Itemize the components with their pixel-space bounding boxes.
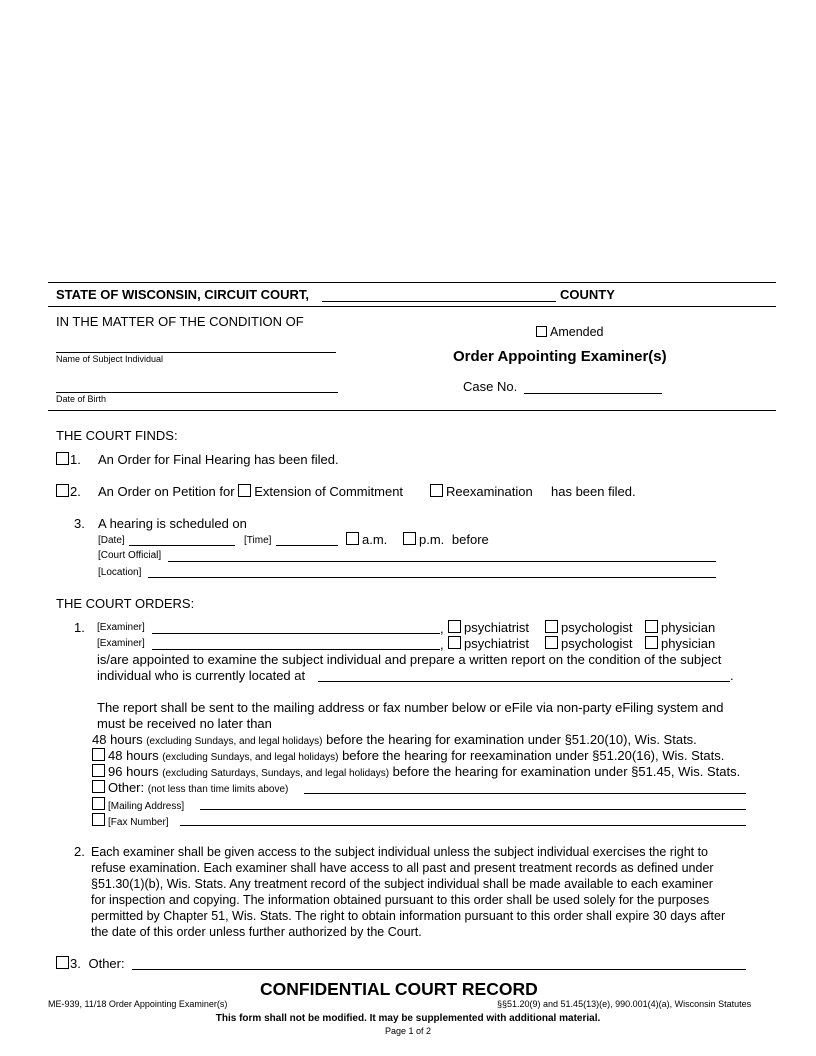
header-bottom-rule — [48, 410, 776, 411]
order-1-number: 1. — [74, 620, 85, 635]
examiner-1-label: [Examiner] — [97, 622, 145, 633]
examiner-2-label: [Examiner] — [97, 638, 145, 649]
subject-name-field[interactable] — [56, 352, 336, 353]
time-field[interactable] — [276, 545, 338, 546]
deadline-option-2 — [92, 748, 724, 763]
order-2-text — [91, 844, 781, 940]
examiner-1-psychiatrist — [448, 620, 529, 635]
mailing-checkbox[interactable] — [92, 797, 105, 810]
extension-label: Extension of Commitment — [254, 484, 404, 499]
case-no-label: Case No. — [463, 379, 518, 394]
appointed-line-1: is/are appointed to examine the subject individual and prepare a written report on the condition of the subject — [97, 652, 722, 667]
fax-option — [92, 813, 169, 828]
mailing-address-field[interactable] — [200, 809, 746, 810]
order-3-number: 3. — [70, 956, 81, 971]
examiner-1-comma: , — [440, 621, 444, 636]
amended-checkbox[interactable] — [536, 326, 547, 337]
examiner-1-psychologist — [545, 620, 633, 635]
examiner-2-psychiatrist-checkbox[interactable] — [448, 636, 461, 649]
am-checkbox[interactable] — [346, 532, 359, 545]
dob-field[interactable] — [56, 392, 338, 393]
report-line-1: The report shall be sent to the mailing address or fax number below or eFile via non-party eFiling system and — [97, 700, 724, 715]
psychiatrist-label: psychiatrist — [464, 620, 530, 635]
finding-2-pre: An Order on Petition for — [98, 484, 235, 499]
statute-reference: §§51.20(9) and 51.45(13)(e), 990.001(4)(a), Wisconsin Statutes — [497, 999, 752, 1009]
appointed-period: . — [730, 668, 734, 683]
court-official-field[interactable] — [168, 561, 716, 562]
physician-label: physician — [661, 636, 716, 651]
reexamination-option — [430, 484, 533, 499]
order-2-line: Each examiner shall be given access to the subject individual unless the subject individual exercises the right to — [91, 845, 709, 859]
examiner-2-psychologist-checkbox[interactable] — [545, 636, 558, 649]
pm-checkbox[interactable] — [403, 532, 416, 545]
examiner-2-comma: , — [440, 637, 444, 652]
subject-name-label: Name of Subject Individual — [56, 354, 164, 364]
finding-1 — [56, 452, 81, 467]
finding-1-checkbox[interactable] — [56, 452, 69, 465]
report-line-2: must be received no later than — [97, 716, 272, 731]
modification-notice: This form shall not be modified. It may be supplemented with additional material. — [215, 1013, 601, 1024]
finding-2-number: 2. — [70, 484, 81, 499]
deadline-option-2-checkbox[interactable] — [92, 748, 105, 761]
matter-label: IN THE MATTER OF THE CONDITION OF — [56, 314, 304, 329]
current-location-field[interactable] — [318, 681, 730, 682]
form-title: Order Appointing Examiner(s) — [453, 348, 667, 365]
fax-number-field[interactable] — [180, 825, 746, 826]
finding-1-number: 1. — [70, 452, 81, 467]
date-field[interactable] — [129, 545, 235, 546]
finding-2-text — [98, 484, 403, 499]
finding-2-checkbox[interactable] — [56, 484, 69, 497]
order-3-checkbox[interactable] — [56, 956, 69, 969]
finding-2 — [56, 484, 81, 499]
other-label: Other: — [108, 780, 145, 795]
order-2-line: refuse examination. Each examiner shall have access to all past and present treatment records as defined under — [91, 861, 714, 875]
county-field[interactable] — [322, 301, 556, 302]
amended-option[interactable] — [536, 325, 604, 339]
reexamination-label: Reexamination — [446, 484, 533, 499]
appointed-line-2: individual who is currently located at — [97, 668, 306, 683]
examiner-2-physician — [645, 636, 715, 651]
am-label: a.m. — [362, 532, 388, 547]
order-2-line: the date of this order unless further authorized by the Court. — [91, 925, 422, 939]
header-top-rule — [48, 282, 776, 283]
fax-checkbox[interactable] — [92, 813, 105, 826]
examiner-1-physician — [645, 620, 715, 635]
physician-label: physician — [661, 620, 716, 635]
state-court-label: STATE OF WISCONSIN, CIRCUIT COURT, — [56, 287, 310, 302]
confidential-banner: CONFIDENTIAL COURT RECORD — [260, 979, 538, 999]
extension-checkbox[interactable] — [238, 484, 251, 497]
examiner-1-psychiatrist-checkbox[interactable] — [448, 620, 461, 633]
pm-option — [403, 532, 489, 547]
psychologist-label: psychologist — [561, 636, 633, 651]
case-no-field[interactable] — [524, 393, 662, 394]
mailing-option — [92, 797, 184, 812]
order-3 — [56, 956, 125, 971]
date-label: [Date] — [98, 535, 125, 546]
finding-2-post: has been filed. — [551, 484, 636, 499]
header-caption-rule — [48, 306, 776, 307]
examiner-1-physician-checkbox[interactable] — [645, 620, 658, 633]
order-3-label: Other: — [88, 956, 125, 971]
amended-label: Amended — [550, 325, 604, 339]
location-field[interactable] — [148, 577, 716, 578]
opt1-exclusions: (excluding Sundays, and legal holidays) — [146, 736, 323, 747]
court-finds-heading: THE COURT FINDS: — [56, 428, 178, 443]
form-id: ME-939, 11/18 Order Appointing Examiner(s) — [48, 999, 228, 1009]
deadline-other-checkbox[interactable] — [92, 780, 105, 793]
opt1-statute: before the hearing for examination under §51.20(10), Wis. Stats. — [326, 732, 697, 747]
opt3-hours: 96 hours — [108, 764, 159, 779]
court-official-label: [Court Official] — [98, 550, 162, 561]
order-2-line: §51.30(1)(b), Wis. Stats. Any treatment record of the subject individual shall be made available to each examiner — [91, 877, 713, 891]
mailing-label: [Mailing Address] — [108, 801, 185, 812]
location-label: [Location] — [98, 567, 142, 578]
examiner-2-physician-checkbox[interactable] — [645, 636, 658, 649]
opt2-exclusions: (excluding Sundays, and legal holidays) — [162, 752, 339, 763]
opt1-hours: 48 hours — [92, 732, 143, 747]
deadline-option-1 — [92, 732, 697, 747]
opt3-exclusions: (excluding Saturdays, Sundays, and legal holidays) — [162, 768, 390, 779]
deadline-other-field[interactable] — [304, 793, 746, 794]
finding-1-text: An Order for Final Hearing has been filed. — [98, 452, 339, 467]
deadline-option-3 — [92, 764, 740, 779]
finding-3-text: A hearing is scheduled on — [98, 516, 247, 531]
time-label: [Time] — [244, 535, 272, 546]
order-3-other-field[interactable] — [132, 969, 746, 970]
opt3-statute: before the hearing for examination under §51.45, Wis. Stats. — [392, 764, 741, 779]
examiner-1-field[interactable] — [152, 633, 440, 634]
dob-label: Date of Birth — [56, 394, 107, 404]
fax-label: [Fax Number] — [108, 817, 169, 828]
other-note: (not less than time limits above) — [147, 784, 289, 795]
finding-3-number: 3. — [74, 516, 85, 531]
pm-label: p.m. — [419, 532, 445, 547]
psychologist-label: psychologist — [561, 620, 633, 635]
before-label: before — [451, 532, 489, 547]
order-2-line: for inspection and copying. The information obtained pursuant to this order shall be used solely for the purposes — [91, 893, 710, 907]
order-2-line: permitted by Chapter 51, Wis. Stats. The right to obtain information pursuant to this order shall expire 30 days after — [91, 909, 726, 923]
opt2-hours: 48 hours — [108, 748, 159, 763]
county-label: COUNTY — [560, 287, 615, 302]
deadline-other — [92, 780, 288, 795]
examiner-2-psychologist — [545, 636, 633, 651]
page-number: Page 1 of 2 — [384, 1026, 432, 1036]
opt2-statute: before the hearing for reexamination under §51.20(16), Wis. Stats. — [342, 748, 725, 763]
examiner-2-psychiatrist — [448, 636, 529, 651]
psychiatrist-label: psychiatrist — [464, 636, 530, 651]
reexamination-checkbox[interactable] — [430, 484, 443, 497]
court-orders-heading: THE COURT ORDERS: — [56, 596, 195, 611]
order-2-number: 2. — [74, 844, 85, 859]
examiner-1-psychologist-checkbox[interactable] — [545, 620, 558, 633]
deadline-option-3-checkbox[interactable] — [92, 764, 105, 777]
am-option — [346, 532, 387, 547]
examiner-2-field[interactable] — [152, 649, 440, 650]
